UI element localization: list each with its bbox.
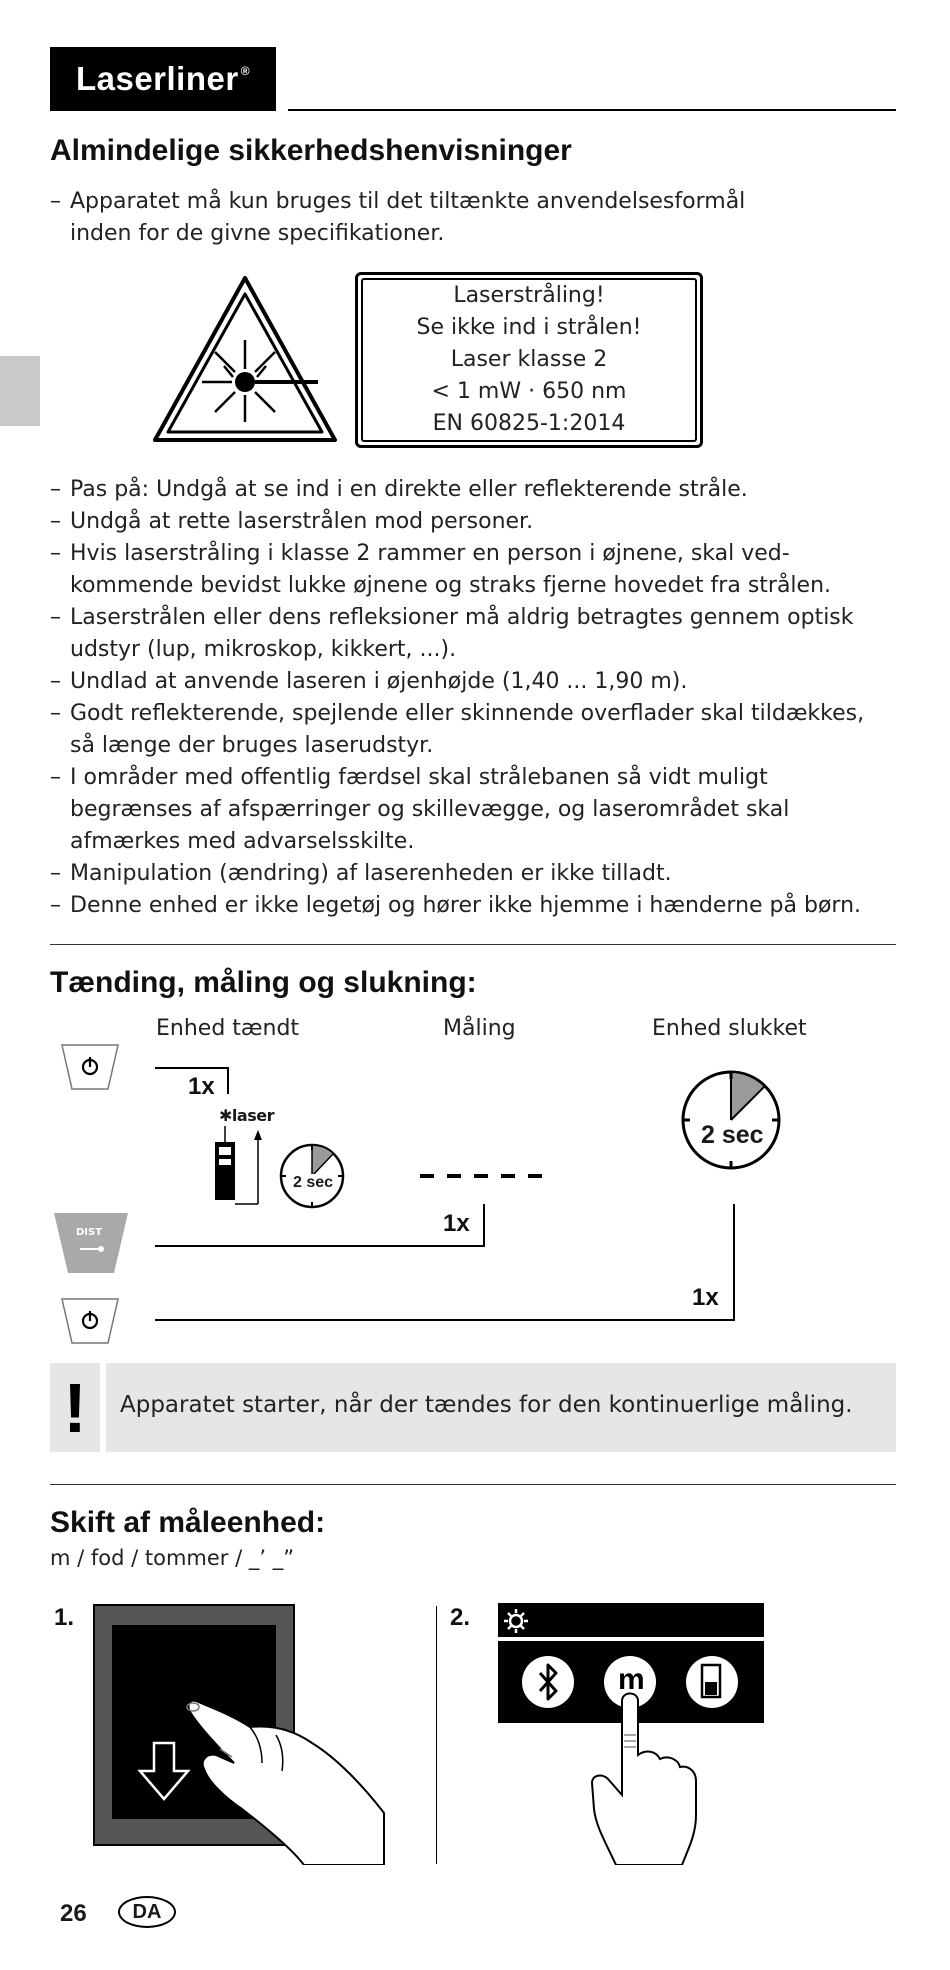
unit-m-button-label: m bbox=[618, 1663, 645, 1696]
intro-line: – Apparatet må kun bruges til det tiltænkte anvendelsesformål bbox=[50, 186, 890, 218]
exclamation-icon: ! bbox=[63, 1368, 87, 1447]
settings-menu-illustration bbox=[498, 1603, 768, 1865]
step-number: 1. bbox=[54, 1604, 75, 1631]
list-item: – Hvis laserstråling i klasse 2 rammer en person i øjnene, skal ved- kommende bevidst lukke øjnene og straks fjerne hovedet fra strålen. bbox=[50, 538, 900, 602]
press-count-measure: 1x bbox=[443, 1210, 470, 1237]
warning-line: EN 60825-1:2014 bbox=[432, 411, 626, 436]
warning-line: Laser klasse 2 bbox=[450, 347, 608, 372]
dist-key-label: DIST bbox=[76, 1227, 103, 1238]
column-label-on: Enhed tændt bbox=[156, 1016, 300, 1041]
measurement-dashes bbox=[420, 1170, 542, 1182]
language-badge: DA bbox=[118, 1896, 176, 1928]
step-divider bbox=[436, 1606, 437, 1864]
list-item: – Undlad at anvende laseren i øjenhøjde (1,40 ... 1,90 m). bbox=[50, 666, 900, 698]
list-item: – Undgå at rette laserstrålen mod personer. bbox=[50, 506, 900, 538]
step-number: 2. bbox=[450, 1604, 471, 1631]
device-laser-icon bbox=[210, 1124, 266, 1210]
power-key-icon bbox=[60, 1297, 120, 1345]
laser-star-icon: ✱ bbox=[219, 1106, 232, 1125]
section-divider bbox=[50, 1484, 896, 1485]
warning-line: < 1 mW · 650 nm bbox=[431, 379, 627, 404]
power-key-icon bbox=[60, 1043, 120, 1091]
units-title: Skift af måleenhed: bbox=[50, 1506, 326, 1539]
laser-text: laser bbox=[231, 1106, 274, 1125]
list-item: – Laserstrålen eller dens refleksioner må aldrig betragtes gennem optisk udstyr (lup, mikroskop, kikkert, ...). bbox=[50, 602, 900, 666]
page-number: 26 bbox=[60, 1900, 87, 1927]
safety-title: Almindelige sikkerhedshenvisninger bbox=[50, 134, 572, 167]
timer-small-label: 2 sec bbox=[293, 1174, 334, 1191]
header-rule bbox=[288, 109, 896, 111]
brand-logo bbox=[50, 47, 276, 111]
laser-warning-triangle-icon bbox=[150, 272, 340, 448]
swipe-down-illustration bbox=[92, 1603, 392, 1865]
column-label-off: Enhed slukket bbox=[652, 1016, 807, 1041]
intro-line: inden for de givne specifikationer. bbox=[70, 221, 445, 246]
list-item: – Godt reflekterende, spejlende eller skinnende overflader skal tildækkes, så længe der bruges laserudstyr. bbox=[50, 698, 900, 762]
timer-large-label: 2 sec bbox=[701, 1121, 764, 1149]
press-count-off: 1x bbox=[692, 1284, 719, 1311]
laser-warning-label bbox=[355, 272, 703, 448]
safety-list bbox=[50, 474, 900, 922]
list-item: – I områder med offentlig færdsel skal strålebanen så vidt muligt begrænses af afspærringer og skillevægge, og laserområdet skal afmærkes med advarselsskilte. bbox=[50, 762, 900, 858]
note-text: Apparatet starter, når der tændes for den kontinuerlige måling. bbox=[120, 1392, 853, 1418]
registered-mark: ® bbox=[240, 64, 251, 78]
brand-name: Laserliner bbox=[75, 60, 239, 97]
note-separator bbox=[100, 1363, 106, 1452]
power-off-press-line bbox=[150, 1200, 740, 1324]
laser-label bbox=[219, 1106, 274, 1125]
operation-title: Tænding, måling og slukning: bbox=[50, 966, 477, 999]
warning-line: Se ikke ind i strålen! bbox=[416, 315, 642, 340]
side-tab-marker bbox=[0, 356, 40, 426]
column-label-measure: Måling bbox=[443, 1016, 516, 1041]
section-divider bbox=[50, 944, 896, 945]
warning-label-inner bbox=[361, 278, 697, 442]
safety-intro bbox=[50, 186, 890, 250]
list-item: – Manipulation (ændring) af laserenheden er ikke tilladt. bbox=[50, 858, 900, 890]
units-subtitle: m / fod / tommer / _’ _” bbox=[50, 1546, 295, 1570]
press-count-on: 1x bbox=[188, 1073, 215, 1100]
list-item: – Pas på: Undgå at se ind i en direkte eller reflekterende stråle. bbox=[50, 474, 900, 506]
warning-line: Laserstråling! bbox=[453, 283, 605, 308]
list-item: – Denne enhed er ikke legetøj og hører ikke hjemme i hænderne på børn. bbox=[50, 890, 900, 922]
dist-key-icon bbox=[52, 1211, 130, 1275]
timer-large-icon bbox=[678, 1067, 784, 1173]
